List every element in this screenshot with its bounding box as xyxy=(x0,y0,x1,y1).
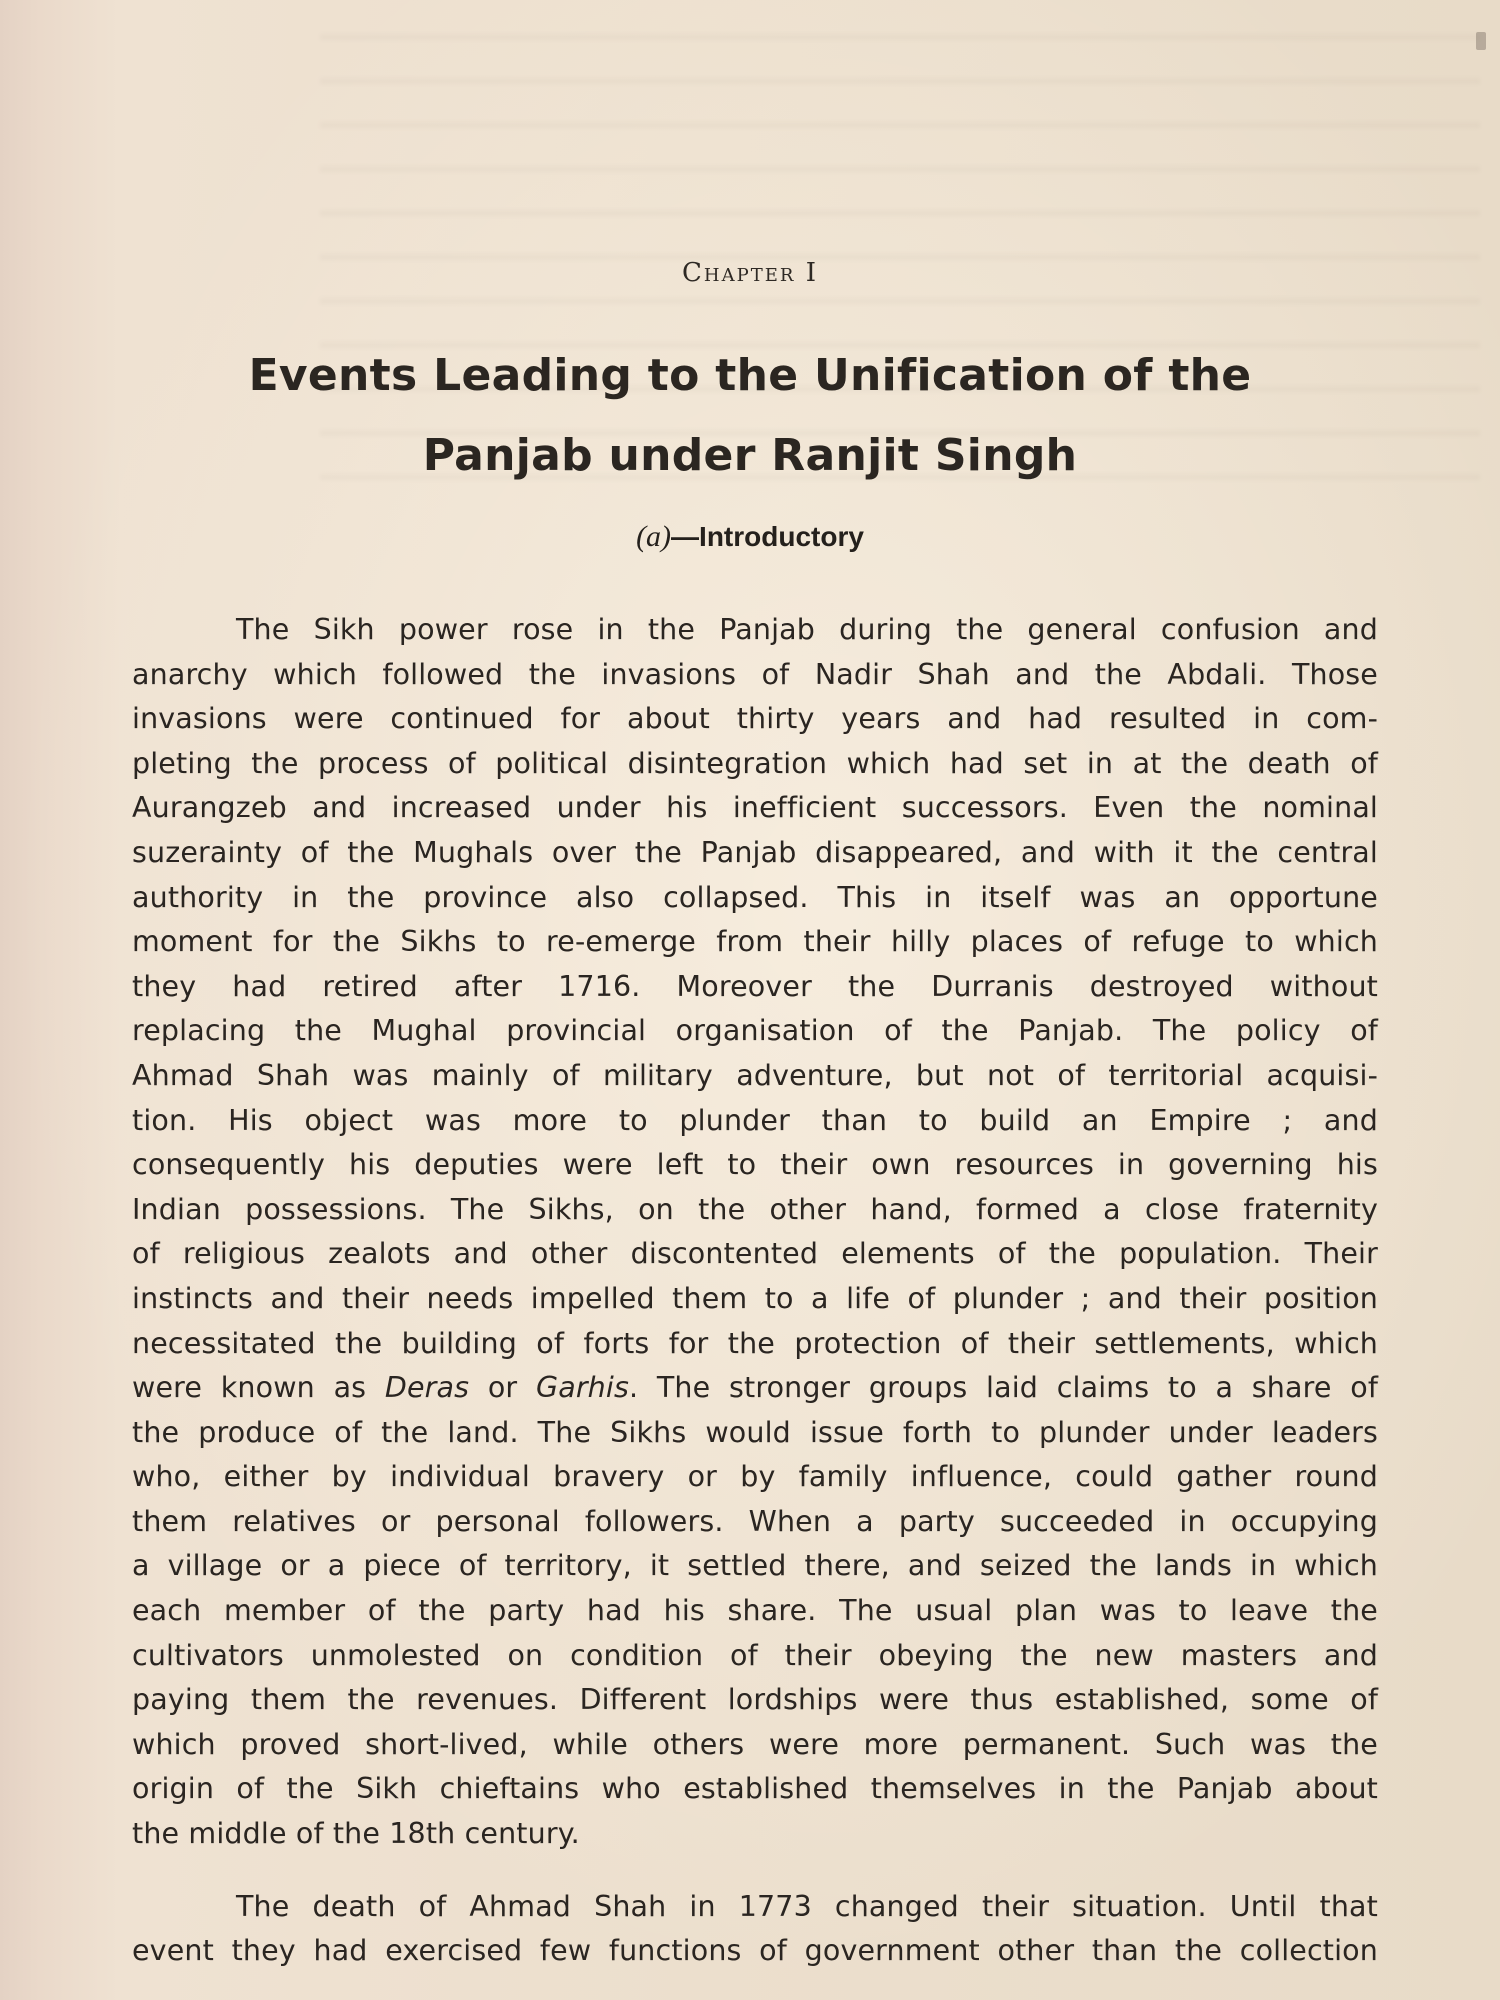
italic-term: Deras xyxy=(384,1371,470,1405)
text-line: necessitated the building of forts for the protection of their settlements, which xyxy=(132,1326,1378,1360)
text-line: consequently his deputies were left to their own resources in governing his xyxy=(132,1148,1378,1182)
text-line: tion. His object was more to plunder than to build an Empire ; and xyxy=(132,1103,1378,1137)
text-line: event they had exercised few functions of government other than the collection xyxy=(132,1934,1378,1968)
text-line: of religious zealots and other discontented elements of the population. Their xyxy=(132,1237,1378,1271)
text-line: Aurangzeb and increased under his inefficient successors. Even the nominal xyxy=(132,791,1378,825)
text-line: pleting the process of political disintegration which had set in at the death of xyxy=(132,746,1378,780)
chapter-title-line-1: Events Leading to the Unification of the xyxy=(248,350,1252,401)
text-line: each member of the party had his share. The usual plan was to leave the xyxy=(132,1594,1378,1628)
text-line: authority in the province also collapsed. This in itself was an opportune xyxy=(132,880,1378,914)
paragraph-1 xyxy=(132,608,1378,1857)
chapter-label: Chapter I xyxy=(682,258,818,288)
text-line: which proved short-lived, while others were more permanent. Such was the xyxy=(132,1727,1378,1761)
text-line: replacing the Mughal provincial organisation of the Panjab. The policy of xyxy=(132,1014,1378,1048)
text-line: paying them the revenues. Different lordships were thus established, some of xyxy=(132,1683,1378,1717)
text-line: The Sikh power rose in the Panjab during the general confusion and xyxy=(236,613,1378,646)
text-line: them relatives or personal followers. When a party succeeded in occupying xyxy=(132,1504,1378,1538)
text-line: the produce of the land. The Sikhs would issue forth to plunder under leaders xyxy=(132,1415,1378,1449)
text-line: suzerainty of the Mughals over the Panjab disappeared, and with it the central xyxy=(132,835,1378,869)
section-marker: (a) xyxy=(636,520,672,553)
chapter-title xyxy=(0,336,1500,496)
section-heading xyxy=(0,520,1500,554)
text-line: anarchy which followed the invasions of Nadir Shah and the Abdali. Those xyxy=(132,657,1378,691)
text-line: they had retired after 1716. Moreover the Durranis destroyed without xyxy=(132,969,1378,1003)
text-line: were known as Deras or Garhis. The stronger groups laid claims to a share of xyxy=(132,1371,1379,1405)
text-line: instincts and their needs impelled them to a life of plunder ; and their position xyxy=(132,1281,1378,1315)
text-line: the middle of the 18th century. xyxy=(132,1817,580,1851)
text-line: The death of Ahmad Shah in 1773 changed their situation. Until that xyxy=(236,1889,1378,1923)
section-title: —Introductory xyxy=(671,521,864,552)
page-edge-mark xyxy=(1476,32,1486,50)
text-line: moment for the Sikhs to re-emerge from their hilly places of refuge to which xyxy=(132,925,1378,959)
text-line: invasions were continued for about thirty years and had resulted in com- xyxy=(132,702,1378,736)
paragraph-2 xyxy=(132,1885,1378,1974)
text-line: origin of the Sikh chieftains who established themselves in the Panjab about xyxy=(132,1772,1378,1806)
text-line: who, either by individual bravery or by family influence, could gather round xyxy=(132,1460,1378,1494)
text-line: Indian possessions. The Sikhs, on the other hand, formed a close fraternity xyxy=(132,1192,1378,1226)
text-line: cultivators unmolested on condition of their obeying the new masters and xyxy=(132,1638,1378,1672)
text-line: a village or a piece of territory, it settled there, and seized the lands in which xyxy=(132,1549,1378,1583)
paragraph-gap xyxy=(132,1857,1378,1885)
text-line: Ahmad Shah was mainly of military adventure, but not of territorial acquisi- xyxy=(132,1058,1378,1092)
italic-term: Garhis xyxy=(535,1371,629,1405)
body-text xyxy=(132,608,1378,1974)
chapter-title-line-2: Panjab under Ranjit Singh xyxy=(422,430,1078,481)
